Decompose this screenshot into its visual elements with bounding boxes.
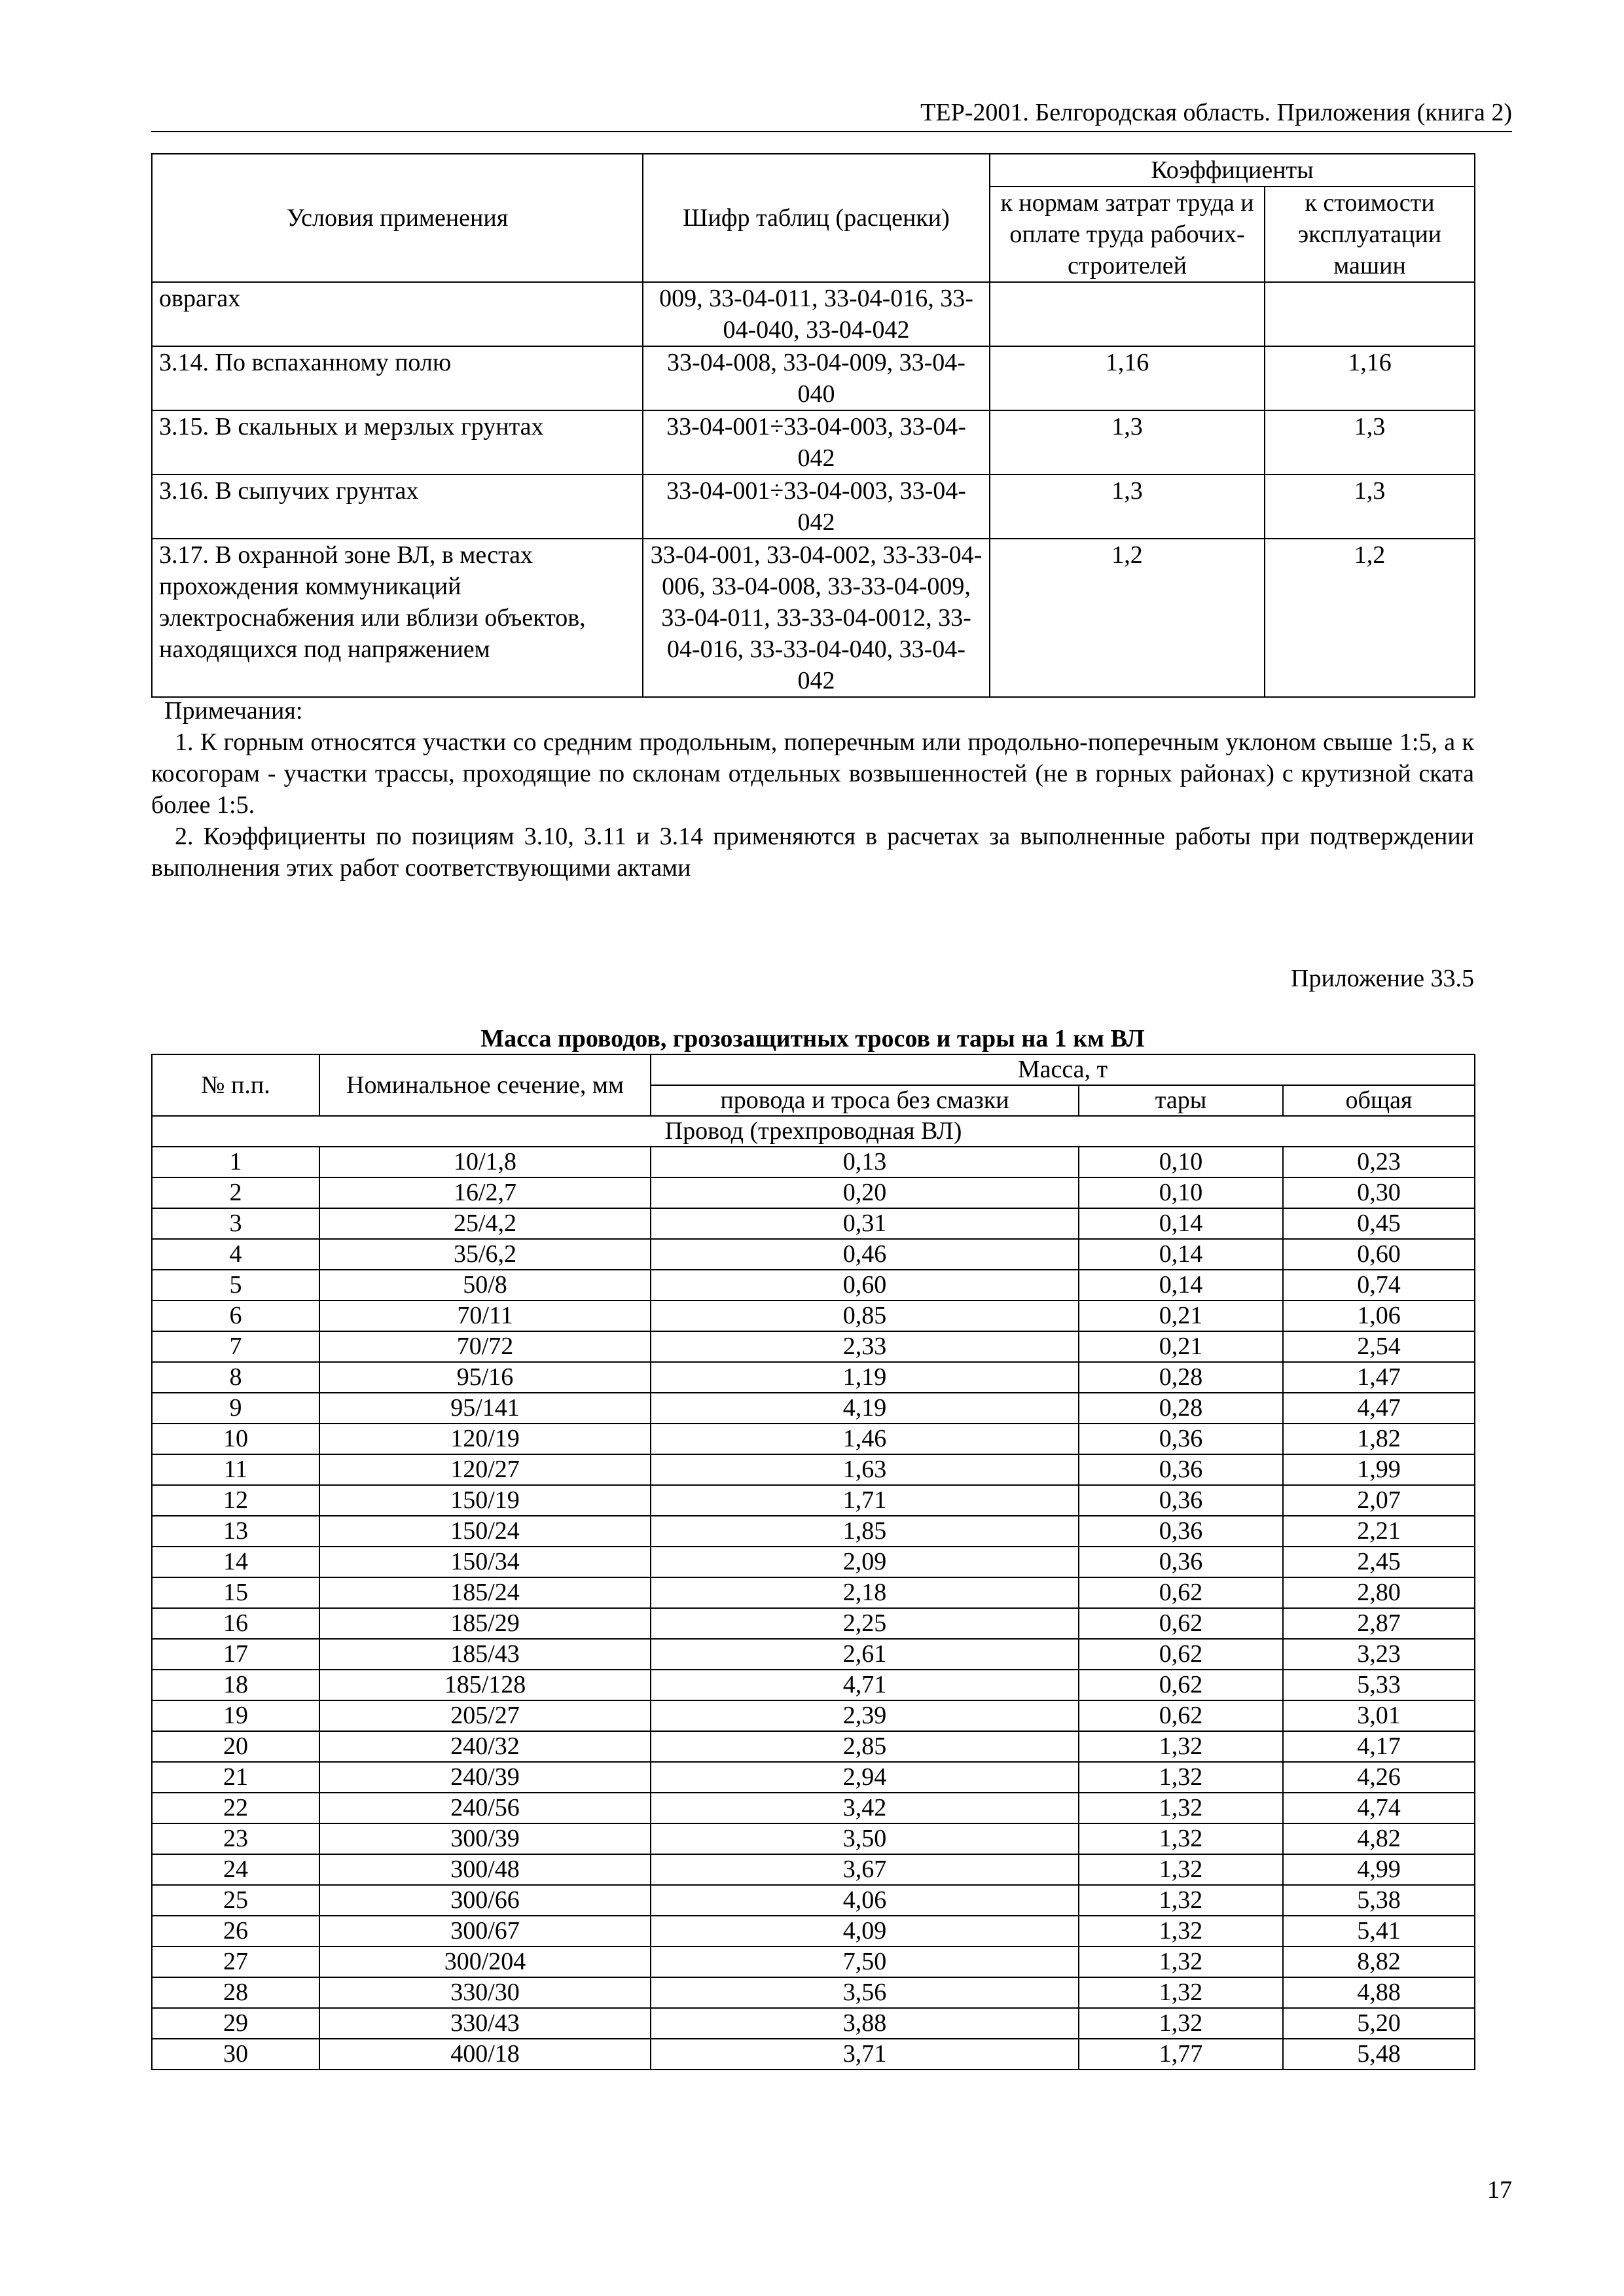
num-cell: 19 xyxy=(152,1700,319,1731)
tare-mass-cell: 0,62 xyxy=(1079,1608,1283,1639)
table-row xyxy=(152,1700,1475,1731)
total-mass-cell: 1,47 xyxy=(1283,1362,1475,1393)
header-machines: к стоимости эксплуатации машин xyxy=(1265,187,1475,282)
total-mass-cell: 0,30 xyxy=(1283,1177,1475,1208)
tare-mass-cell: 0,62 xyxy=(1079,1700,1283,1731)
wire-mass-cell: 2,94 xyxy=(651,1762,1079,1793)
machine-coef-cell: 1,16 xyxy=(1265,346,1475,410)
total-mass-cell: 2,80 xyxy=(1283,1577,1475,1608)
wire-mass-cell: 4,09 xyxy=(651,1916,1079,1946)
section-cell: 35/6,2 xyxy=(319,1239,651,1270)
wire-mass-cell: 0,13 xyxy=(651,1147,1079,1177)
wire-mass-cell: 4,06 xyxy=(651,1885,1079,1916)
notes xyxy=(151,695,1474,884)
table-row xyxy=(152,1608,1475,1639)
tare-mass-cell: 0,36 xyxy=(1079,1454,1283,1485)
section-cell: 330/43 xyxy=(319,2008,651,2039)
total-mass-cell: 3,23 xyxy=(1283,1639,1475,1670)
num-cell: 22 xyxy=(152,1793,319,1823)
header-wire: провода и троса без смазки xyxy=(651,1085,1079,1116)
tare-mass-cell: 0,62 xyxy=(1079,1577,1283,1608)
tare-mass-cell: 0,10 xyxy=(1079,1177,1283,1208)
code-cell: 009, 33-04-011, 33-04-016, 33-04-040, 33-04-042 xyxy=(643,282,990,346)
table-row xyxy=(152,1393,1475,1424)
section-cell: 240/32 xyxy=(319,1731,651,1762)
table-row xyxy=(152,1916,1475,1946)
total-mass-cell: 4,99 xyxy=(1283,1854,1475,1885)
num-cell: 28 xyxy=(152,1977,319,2008)
code-cell: 33-04-001÷33-04-003, 33-04-042 xyxy=(643,410,990,475)
coefficients-table xyxy=(151,153,1475,698)
section-cell: 300/67 xyxy=(319,1916,651,1946)
code-cell: 33-04-008, 33-04-009, 33-04-040 xyxy=(643,346,990,410)
wire-mass-cell: 4,71 xyxy=(651,1670,1079,1700)
notes-label: Примечания: xyxy=(164,697,303,725)
code-cell: 33-04-001÷33-04-003, 33-04-042 xyxy=(643,475,990,539)
total-mass-cell: 0,45 xyxy=(1283,1208,1475,1239)
total-mass-cell: 5,41 xyxy=(1283,1916,1475,1946)
num-cell: 6 xyxy=(152,1300,319,1331)
section-cell: 300/39 xyxy=(319,1823,651,1854)
section-cell: 185/128 xyxy=(319,1670,651,1700)
note-item: 1. К горным относятся участки со средним продольным, поперечным или продольно-поперечным уклоном свыше 1:5, а к косогорам - участки трассы, проходящие по склонам отдельных возвышенностей (не в горных районах) с крутизной ската более 1:5. xyxy=(151,728,1474,819)
total-mass-cell: 0,74 xyxy=(1283,1270,1475,1300)
total-mass-cell: 5,38 xyxy=(1283,1885,1475,1916)
wire-mass-cell: 0,20 xyxy=(651,1177,1079,1208)
tare-mass-cell: 0,36 xyxy=(1079,1516,1283,1547)
section-cell: 25/4,2 xyxy=(319,1208,651,1239)
header-code: Шифр таблиц (расценки) xyxy=(643,154,990,282)
num-cell: 16 xyxy=(152,1608,319,1639)
machine-coef-cell xyxy=(1265,282,1475,346)
section-cell: 150/24 xyxy=(319,1516,651,1547)
running-header: ТЕР-2001. Белгородская область. Приложения (книга 2) xyxy=(151,97,1512,132)
num-cell: 7 xyxy=(152,1331,319,1362)
total-mass-cell: 2,45 xyxy=(1283,1547,1475,1577)
group-row: Провод (трехпроводная ВЛ) xyxy=(152,1116,1475,1147)
wire-mass-cell: 1,85 xyxy=(651,1516,1079,1547)
page-number: 17 xyxy=(1487,2176,1512,2204)
num-cell: 21 xyxy=(152,1762,319,1793)
wire-mass-cell: 3,50 xyxy=(651,1823,1079,1854)
wire-mass-cell: 3,71 xyxy=(651,2039,1079,2070)
section-cell: 400/18 xyxy=(319,2039,651,2070)
section-cell: 185/24 xyxy=(319,1577,651,1608)
section-cell: 205/27 xyxy=(319,1700,651,1731)
total-mass-cell: 4,88 xyxy=(1283,1977,1475,2008)
condition-cell: 3.15. В скальных и мерзлых грунтах xyxy=(152,410,643,475)
tare-mass-cell: 0,28 xyxy=(1079,1362,1283,1393)
table-row xyxy=(152,1208,1475,1239)
wire-mass-cell: 2,61 xyxy=(651,1639,1079,1670)
tare-mass-cell: 0,62 xyxy=(1079,1670,1283,1700)
labor-coef-cell: 1,3 xyxy=(990,475,1265,539)
section-cell: 240/39 xyxy=(319,1762,651,1793)
num-cell: 2 xyxy=(152,1177,319,1208)
table-row xyxy=(152,1977,1475,2008)
labor-coef-cell: 1,16 xyxy=(990,346,1265,410)
labor-coef-cell: 1,2 xyxy=(990,539,1265,697)
num-cell: 12 xyxy=(152,1485,319,1516)
section-cell: 185/43 xyxy=(319,1639,651,1670)
table-row xyxy=(152,1547,1475,1577)
wire-mass-cell: 3,42 xyxy=(651,1793,1079,1823)
note-item: 2. Коэффициенты по позициям 3.10, 3.11 и 3.14 применяются в расчетах за выполненные работы при подтверждении выполнения этих работ соответствующими актами xyxy=(151,823,1474,882)
table-row xyxy=(152,1454,1475,1485)
mass-table-body xyxy=(152,1147,1475,2070)
table-row xyxy=(152,1731,1475,1762)
total-mass-cell: 4,82 xyxy=(1283,1823,1475,1854)
header-mass: Масса, т xyxy=(651,1054,1475,1085)
section-cell: 300/204 xyxy=(319,1946,651,1977)
total-mass-cell: 8,82 xyxy=(1283,1946,1475,1977)
wire-mass-cell: 0,31 xyxy=(651,1208,1079,1239)
header-num: № п.п. xyxy=(152,1054,319,1116)
tare-mass-cell: 0,21 xyxy=(1079,1300,1283,1331)
wire-mass-cell: 7,50 xyxy=(651,1946,1079,1977)
section-cell: 95/16 xyxy=(319,1362,651,1393)
table-row xyxy=(152,282,1475,346)
table-row xyxy=(152,2008,1475,2039)
header-coefficients: Коэффициенты xyxy=(990,154,1475,187)
tare-mass-cell: 1,32 xyxy=(1079,1885,1283,1916)
total-mass-cell: 2,87 xyxy=(1283,1608,1475,1639)
labor-coef-cell: 1,3 xyxy=(990,410,1265,475)
table-row xyxy=(152,1885,1475,1916)
table-row xyxy=(152,1823,1475,1854)
num-cell: 1 xyxy=(152,1147,319,1177)
total-mass-cell: 1,99 xyxy=(1283,1454,1475,1485)
total-mass-cell: 4,17 xyxy=(1283,1731,1475,1762)
total-mass-cell: 1,82 xyxy=(1283,1424,1475,1454)
table-row xyxy=(152,1670,1475,1700)
table-row xyxy=(152,1854,1475,1885)
mass-table xyxy=(151,1054,1475,2070)
wire-mass-cell: 2,18 xyxy=(651,1577,1079,1608)
table-row xyxy=(152,1424,1475,1454)
coefficients-table-body xyxy=(152,282,1475,697)
table-row xyxy=(152,1946,1475,1977)
wire-mass-cell: 0,60 xyxy=(651,1270,1079,1300)
wire-mass-cell: 3,56 xyxy=(651,1977,1079,2008)
table-row xyxy=(152,1362,1475,1393)
wire-mass-cell: 0,46 xyxy=(651,1239,1079,1270)
section-cell: 150/34 xyxy=(319,1547,651,1577)
tare-mass-cell: 1,32 xyxy=(1079,1793,1283,1823)
section-cell: 70/11 xyxy=(319,1300,651,1331)
wire-mass-cell: 1,46 xyxy=(651,1424,1079,1454)
tare-mass-cell: 0,36 xyxy=(1079,1547,1283,1577)
wire-mass-cell: 3,88 xyxy=(651,2008,1079,2039)
table-row xyxy=(152,539,1475,697)
wire-mass-cell: 2,85 xyxy=(651,1731,1079,1762)
machine-coef-cell: 1,3 xyxy=(1265,410,1475,475)
section-cell: 240/56 xyxy=(319,1793,651,1823)
tare-mass-cell: 0,14 xyxy=(1079,1208,1283,1239)
section-cell: 300/66 xyxy=(319,1885,651,1916)
section-cell: 185/29 xyxy=(319,1608,651,1639)
table-row xyxy=(152,1485,1475,1516)
wire-mass-cell: 2,09 xyxy=(651,1547,1079,1577)
appendix-label: Приложение 33.5 xyxy=(1291,965,1474,992)
total-mass-cell: 3,01 xyxy=(1283,1700,1475,1731)
table-row xyxy=(152,346,1475,410)
num-cell: 18 xyxy=(152,1670,319,1700)
wire-mass-cell: 2,25 xyxy=(651,1608,1079,1639)
section-cell: 70/72 xyxy=(319,1331,651,1362)
total-mass-cell: 5,48 xyxy=(1283,2039,1475,2070)
section-cell: 150/19 xyxy=(319,1485,651,1516)
section-cell: 10/1,8 xyxy=(319,1147,651,1177)
total-mass-cell: 4,26 xyxy=(1283,1762,1475,1793)
tare-mass-cell: 0,10 xyxy=(1079,1147,1283,1177)
table-row xyxy=(152,1793,1475,1823)
tare-mass-cell: 1,32 xyxy=(1079,1762,1283,1793)
tare-mass-cell: 1,77 xyxy=(1079,2039,1283,2070)
num-cell: 3 xyxy=(152,1208,319,1239)
num-cell: 23 xyxy=(152,1823,319,1854)
header-total: общая xyxy=(1283,1085,1475,1116)
num-cell: 17 xyxy=(152,1639,319,1670)
total-mass-cell: 5,20 xyxy=(1283,2008,1475,2039)
num-cell: 29 xyxy=(152,2008,319,2039)
table-row xyxy=(152,1331,1475,1362)
tare-mass-cell: 0,21 xyxy=(1079,1331,1283,1362)
tare-mass-cell: 0,14 xyxy=(1079,1239,1283,1270)
wire-mass-cell: 3,67 xyxy=(651,1854,1079,1885)
table-row xyxy=(152,410,1475,475)
tare-mass-cell: 0,28 xyxy=(1079,1393,1283,1424)
tare-mass-cell: 1,32 xyxy=(1079,2008,1283,2039)
num-cell: 5 xyxy=(152,1270,319,1300)
num-cell: 27 xyxy=(152,1946,319,1977)
condition-cell: 3.17. В охранной зоне ВЛ, в местах прохождения коммуникаций электроснабжения или вблизи объектов, находящихся под напряжением xyxy=(152,539,643,697)
machine-coef-cell: 1,3 xyxy=(1265,475,1475,539)
table-row xyxy=(152,1762,1475,1793)
table-row xyxy=(152,2039,1475,2070)
header-conditions: Условия применения xyxy=(152,154,643,282)
wire-mass-cell: 1,71 xyxy=(651,1485,1079,1516)
num-cell: 20 xyxy=(152,1731,319,1762)
labor-coef-cell xyxy=(990,282,1265,346)
table-title: Масса проводов, грозозащитных тросов и тары на 1 км ВЛ xyxy=(480,1025,1145,1052)
total-mass-cell: 4,47 xyxy=(1283,1393,1475,1424)
tare-mass-cell: 1,32 xyxy=(1079,1854,1283,1885)
num-cell: 4 xyxy=(152,1239,319,1270)
machine-coef-cell: 1,2 xyxy=(1265,539,1475,697)
table-row xyxy=(152,1577,1475,1608)
num-cell: 30 xyxy=(152,2039,319,2070)
total-mass-cell: 1,06 xyxy=(1283,1300,1475,1331)
total-mass-cell: 2,07 xyxy=(1283,1485,1475,1516)
wire-mass-cell: 4,19 xyxy=(651,1393,1079,1424)
condition-cell: 3.16. В сыпучих грунтах xyxy=(152,475,643,539)
num-cell: 8 xyxy=(152,1362,319,1393)
table-row xyxy=(152,475,1475,539)
num-cell: 15 xyxy=(152,1577,319,1608)
condition-cell: оврагах xyxy=(152,282,643,346)
wire-mass-cell: 2,33 xyxy=(651,1331,1079,1362)
header-tare: тары xyxy=(1079,1085,1283,1116)
table-row xyxy=(152,1177,1475,1208)
wire-mass-cell: 1,19 xyxy=(651,1362,1079,1393)
table-row xyxy=(152,1300,1475,1331)
num-cell: 13 xyxy=(152,1516,319,1547)
header-labor: к нормам затрат труда и оплате труда рабочих-строителей xyxy=(990,187,1265,282)
total-mass-cell: 4,74 xyxy=(1283,1793,1475,1823)
total-mass-cell: 0,60 xyxy=(1283,1239,1475,1270)
tare-mass-cell: 0,36 xyxy=(1079,1485,1283,1516)
tare-mass-cell: 0,36 xyxy=(1079,1424,1283,1454)
wire-mass-cell: 1,63 xyxy=(651,1454,1079,1485)
section-cell: 95/141 xyxy=(319,1393,651,1424)
num-cell: 10 xyxy=(152,1424,319,1454)
tare-mass-cell: 1,32 xyxy=(1079,1731,1283,1762)
section-cell: 330/30 xyxy=(319,1977,651,2008)
section-cell: 50/8 xyxy=(319,1270,651,1300)
num-cell: 9 xyxy=(152,1393,319,1424)
table-row xyxy=(152,1639,1475,1670)
tare-mass-cell: 0,14 xyxy=(1079,1270,1283,1300)
total-mass-cell: 0,23 xyxy=(1283,1147,1475,1177)
tare-mass-cell: 1,32 xyxy=(1079,1916,1283,1946)
section-cell: 120/27 xyxy=(319,1454,651,1485)
tare-mass-cell: 1,32 xyxy=(1079,1823,1283,1854)
tare-mass-cell: 0,62 xyxy=(1079,1639,1283,1670)
total-mass-cell: 2,21 xyxy=(1283,1516,1475,1547)
code-cell: 33-04-001, 33-04-002, 33-33-04-006, 33-04-008, 33-33-04-009, 33-04-011, 33-33-04-0012, 33-04-016, 33-33-04-040, 33-04-042 xyxy=(643,539,990,697)
tare-mass-cell: 1,32 xyxy=(1079,1977,1283,2008)
num-cell: 25 xyxy=(152,1885,319,1916)
condition-cell: 3.14. По вспаханному полю xyxy=(152,346,643,410)
section-cell: 16/2,7 xyxy=(319,1177,651,1208)
num-cell: 14 xyxy=(152,1547,319,1577)
header-section: Номинальное сечение, мм xyxy=(319,1054,651,1116)
wire-mass-cell: 2,39 xyxy=(651,1700,1079,1731)
table-row xyxy=(152,1147,1475,1177)
total-mass-cell: 2,54 xyxy=(1283,1331,1475,1362)
section-cell: 300/48 xyxy=(319,1854,651,1885)
num-cell: 11 xyxy=(152,1454,319,1485)
tare-mass-cell: 1,32 xyxy=(1079,1946,1283,1977)
wire-mass-cell: 0,85 xyxy=(651,1300,1079,1331)
num-cell: 26 xyxy=(152,1916,319,1946)
table-row xyxy=(152,1270,1475,1300)
table-row xyxy=(152,1239,1475,1270)
total-mass-cell: 5,33 xyxy=(1283,1670,1475,1700)
section-cell: 120/19 xyxy=(319,1424,651,1454)
num-cell: 24 xyxy=(152,1854,319,1885)
table-row xyxy=(152,1516,1475,1547)
